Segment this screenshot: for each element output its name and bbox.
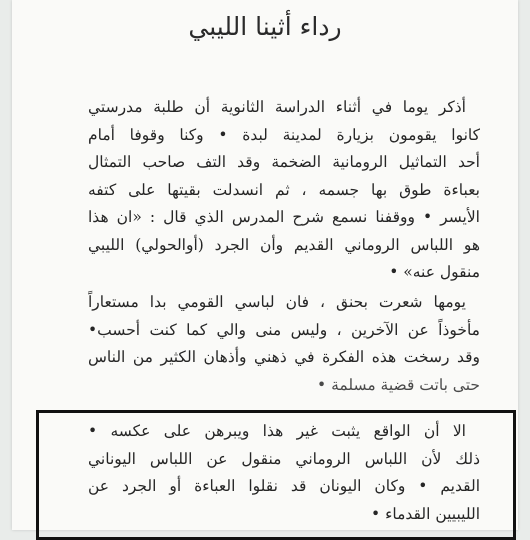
text-line: كانوا يقومون بزيارة لمدينة لبدة • وكنا وقوفا أمام (88, 125, 480, 144)
highlight-box (36, 410, 516, 540)
text-line: منقول عنه» • (389, 263, 480, 281)
text-line: ذلك لأن اللباس الروماني منقول عن اللباس اليوناني (88, 449, 480, 468)
text-line: أحد التماثيل الرومانية الضخمة وقد التف صاحب التمثال (88, 153, 480, 171)
text-line: القديم • وكان اليونان قد نقلوا العباءة أو الجرد عن (88, 477, 480, 495)
paragraph-2 (88, 289, 480, 399)
paragraph-1 (88, 94, 480, 287)
text-line: وقد رسخت هذه الفكرة في ذهني وأذهان الكثير من الناس (88, 348, 480, 366)
text-line: بعباءة طوق بها جسمه ، ثم انسدلت بقيتها على كتفه (88, 180, 480, 199)
page-title: رداء أثينا الليبي (188, 12, 342, 41)
text-line: الأيسر • ووقفنا نسمع شرح المدرس الذي قال : «ان هذا (88, 208, 480, 226)
text-line: الا أن الواقع يثبت غير هذا ويبرهن على عكسه • (88, 422, 466, 440)
text-line: مأخوذاً عن الآخرين ، وليس منى والي كما كنت أحسب• (88, 320, 480, 339)
text-line: يومها شعرت بحنق ، فان لباسي القومي بدا مستعاراً (88, 293, 466, 311)
text-line: أذكر يوما في أثناء الدراسة الثانوية أن طلبة مدرستي (88, 98, 466, 116)
text-line: حتى باتت قضية مسلمة • (317, 375, 480, 394)
text-line: الليبيين القدماء • (371, 504, 480, 523)
text-line: هو اللباس الروماني القديم وأن الجرد (أوالحولي) الليبي (88, 235, 480, 254)
